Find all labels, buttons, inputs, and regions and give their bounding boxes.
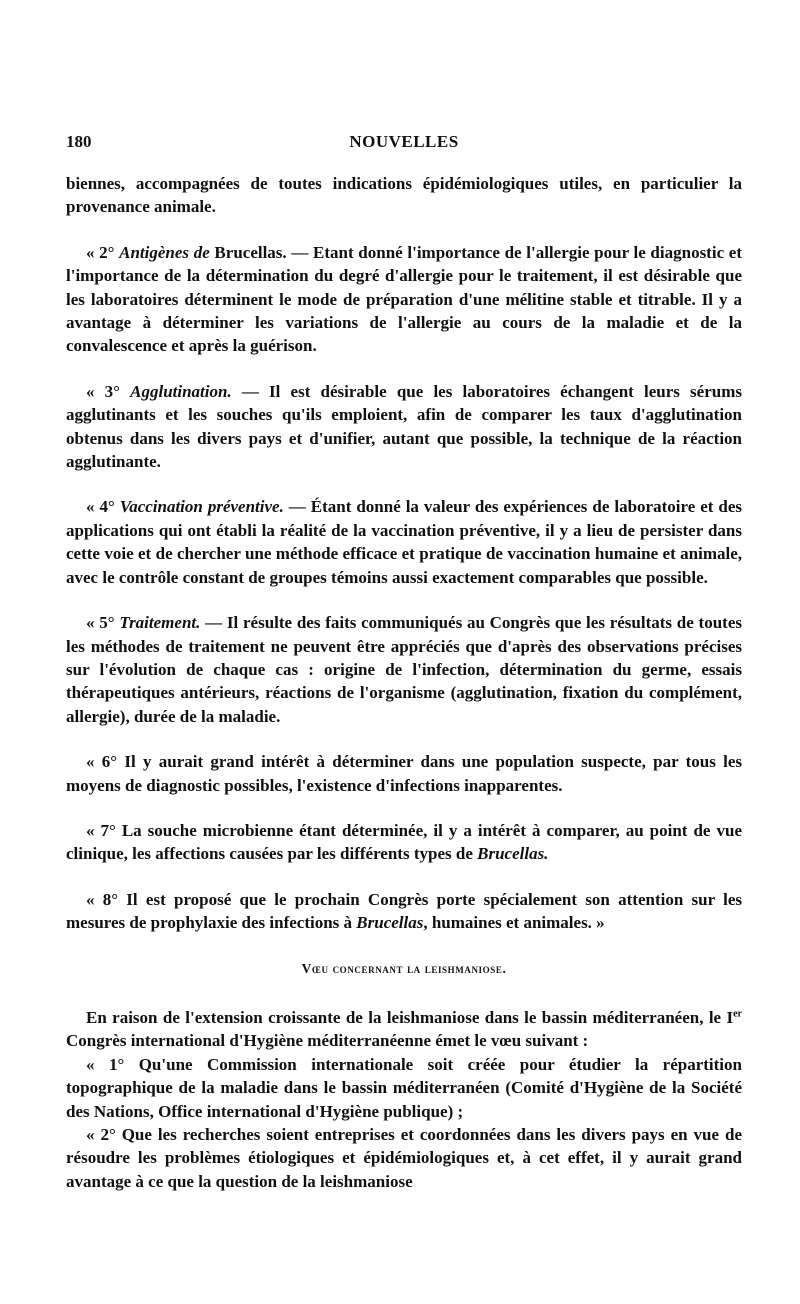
item-title: Antigènes de	[119, 242, 210, 262]
paragraph-diagnostic	[66, 750, 742, 797]
species-name: Brucellas.	[477, 844, 549, 864]
paragraph-text: « 7° La souche microbienne étant déterminée, il y a intérêt à comparer, au point de vue clinique, les affections causées par les différents types de	[66, 820, 742, 864]
paragraph-continuation	[66, 172, 742, 219]
ordinal-superscript: er	[733, 1008, 742, 1020]
paragraph-text: En raison de l'extension croissante de la leishmaniose dans le bassin méditerranéen, le I	[86, 1007, 734, 1027]
paragraph-prophylaxie	[66, 888, 742, 935]
paragraph-text: — Étant donné la valeur des expériences de laboratoire et des applications qui ont établi la réalité de la vaccination préventive, il y a lieu de persister dans cette voie et de chercher une méthode efficace et pratique de vaccination humaine et animale, avec le contrôle constant de groupes témoins aussi exactement comparables que possible.	[66, 497, 742, 587]
item-title: Agglutination.	[130, 381, 232, 401]
species-name: Brucellas	[356, 913, 424, 933]
section-title: Vœu concernant la leishmaniose.	[301, 960, 507, 976]
item-number: « 3°	[86, 381, 131, 401]
paragraph-text: « 8° Il est proposé que le prochain Congrès porte spécialement son attention sur les mesures de prophylaxie des infections à	[66, 889, 742, 933]
paragraph-agglutination	[66, 380, 742, 474]
paragraph-leish-intro	[66, 1006, 742, 1053]
item-title: Vaccination préventive.	[119, 497, 284, 517]
item-number: « 5°	[86, 613, 120, 633]
item-number: « 4°	[86, 497, 120, 517]
item-title: Traitement.	[119, 613, 201, 633]
paragraph-leish-item-2	[66, 1123, 742, 1193]
paragraph-vaccination	[66, 495, 742, 589]
paragraph-text: — Il résulte des faits communiqués au Congrès que les résultats de toutes les méthodes de traitement ne peuvent être appréciés que d'après des observations précises sur l'évolution de chaque cas : origine de l'infection, détermination du germe, essais thérapeutiques antérieurs, réactions de l'organisme (agglutination, fixation du complément, allergie), durée de la maladie.	[66, 613, 742, 726]
item-number: « 2°	[86, 242, 120, 262]
paragraph-text: biennes, accompagnées de toutes indications épidémiologiques utiles, en particulier la provenance animale.	[66, 174, 742, 217]
paragraph-souche	[66, 819, 742, 866]
paragraph-text: Brucellas. — Etant donné l'importance de l'allergie pour le diagnostic et l'importance de la détermination du degré d'allergie pour le traitement, il est désirable que les laboratoires déterminent le mode de préparation d'une mélitine stable et titrable. Il y a avantage à déterminer les variations de l'allergie au cours de la maladie et de la convalescence et après la guérison.	[66, 242, 742, 356]
paragraph-antigenes	[66, 241, 742, 358]
paragraph-text: « 6° Il y aurait grand intérêt à déterminer dans une population suspecte, par tous les moyens de diagnostic possibles, l'existence d'infections inapparentes.	[66, 752, 742, 795]
paragraph-text: , humaines et animales. »	[423, 913, 605, 933]
page-header	[66, 132, 742, 156]
running-title: NOUVELLES	[349, 132, 459, 151]
paragraph-traitement	[66, 611, 742, 728]
page-number: 180	[66, 132, 92, 151]
page-body	[66, 172, 742, 1193]
paragraph-text: « 2° Que les recherches soient entreprises et coordonnées dans les divers pays en vue de résoudre les problèmes étiologiques et épidémiologiques et, à cet effet, il y aurait grand avantage à ce que la question de la leishmaniose	[66, 1125, 742, 1191]
paragraph-text: — Il est désirable que les laboratoires échangent leurs sérums agglutinants et les souches qu'ils emploient, afin de comparer les taux d'agglutination obtenus dans les divers pays et d'unifier, autant que possible, la technique de la réaction agglutinante.	[66, 381, 742, 472]
paragraph-leish-item-1	[66, 1053, 742, 1123]
paragraph-text: « 1° Qu'une Commission internationale soit créée pour étudier la répartition topographique de la maladie dans le bassin méditerranéen (Comité d'Hygiène de la Société des Nations, Office international d'Hygiène publique) ;	[66, 1054, 742, 1121]
paragraph-text: Congrès international d'Hygiène méditerranéenne émet le vœu suivant :	[66, 1031, 589, 1051]
